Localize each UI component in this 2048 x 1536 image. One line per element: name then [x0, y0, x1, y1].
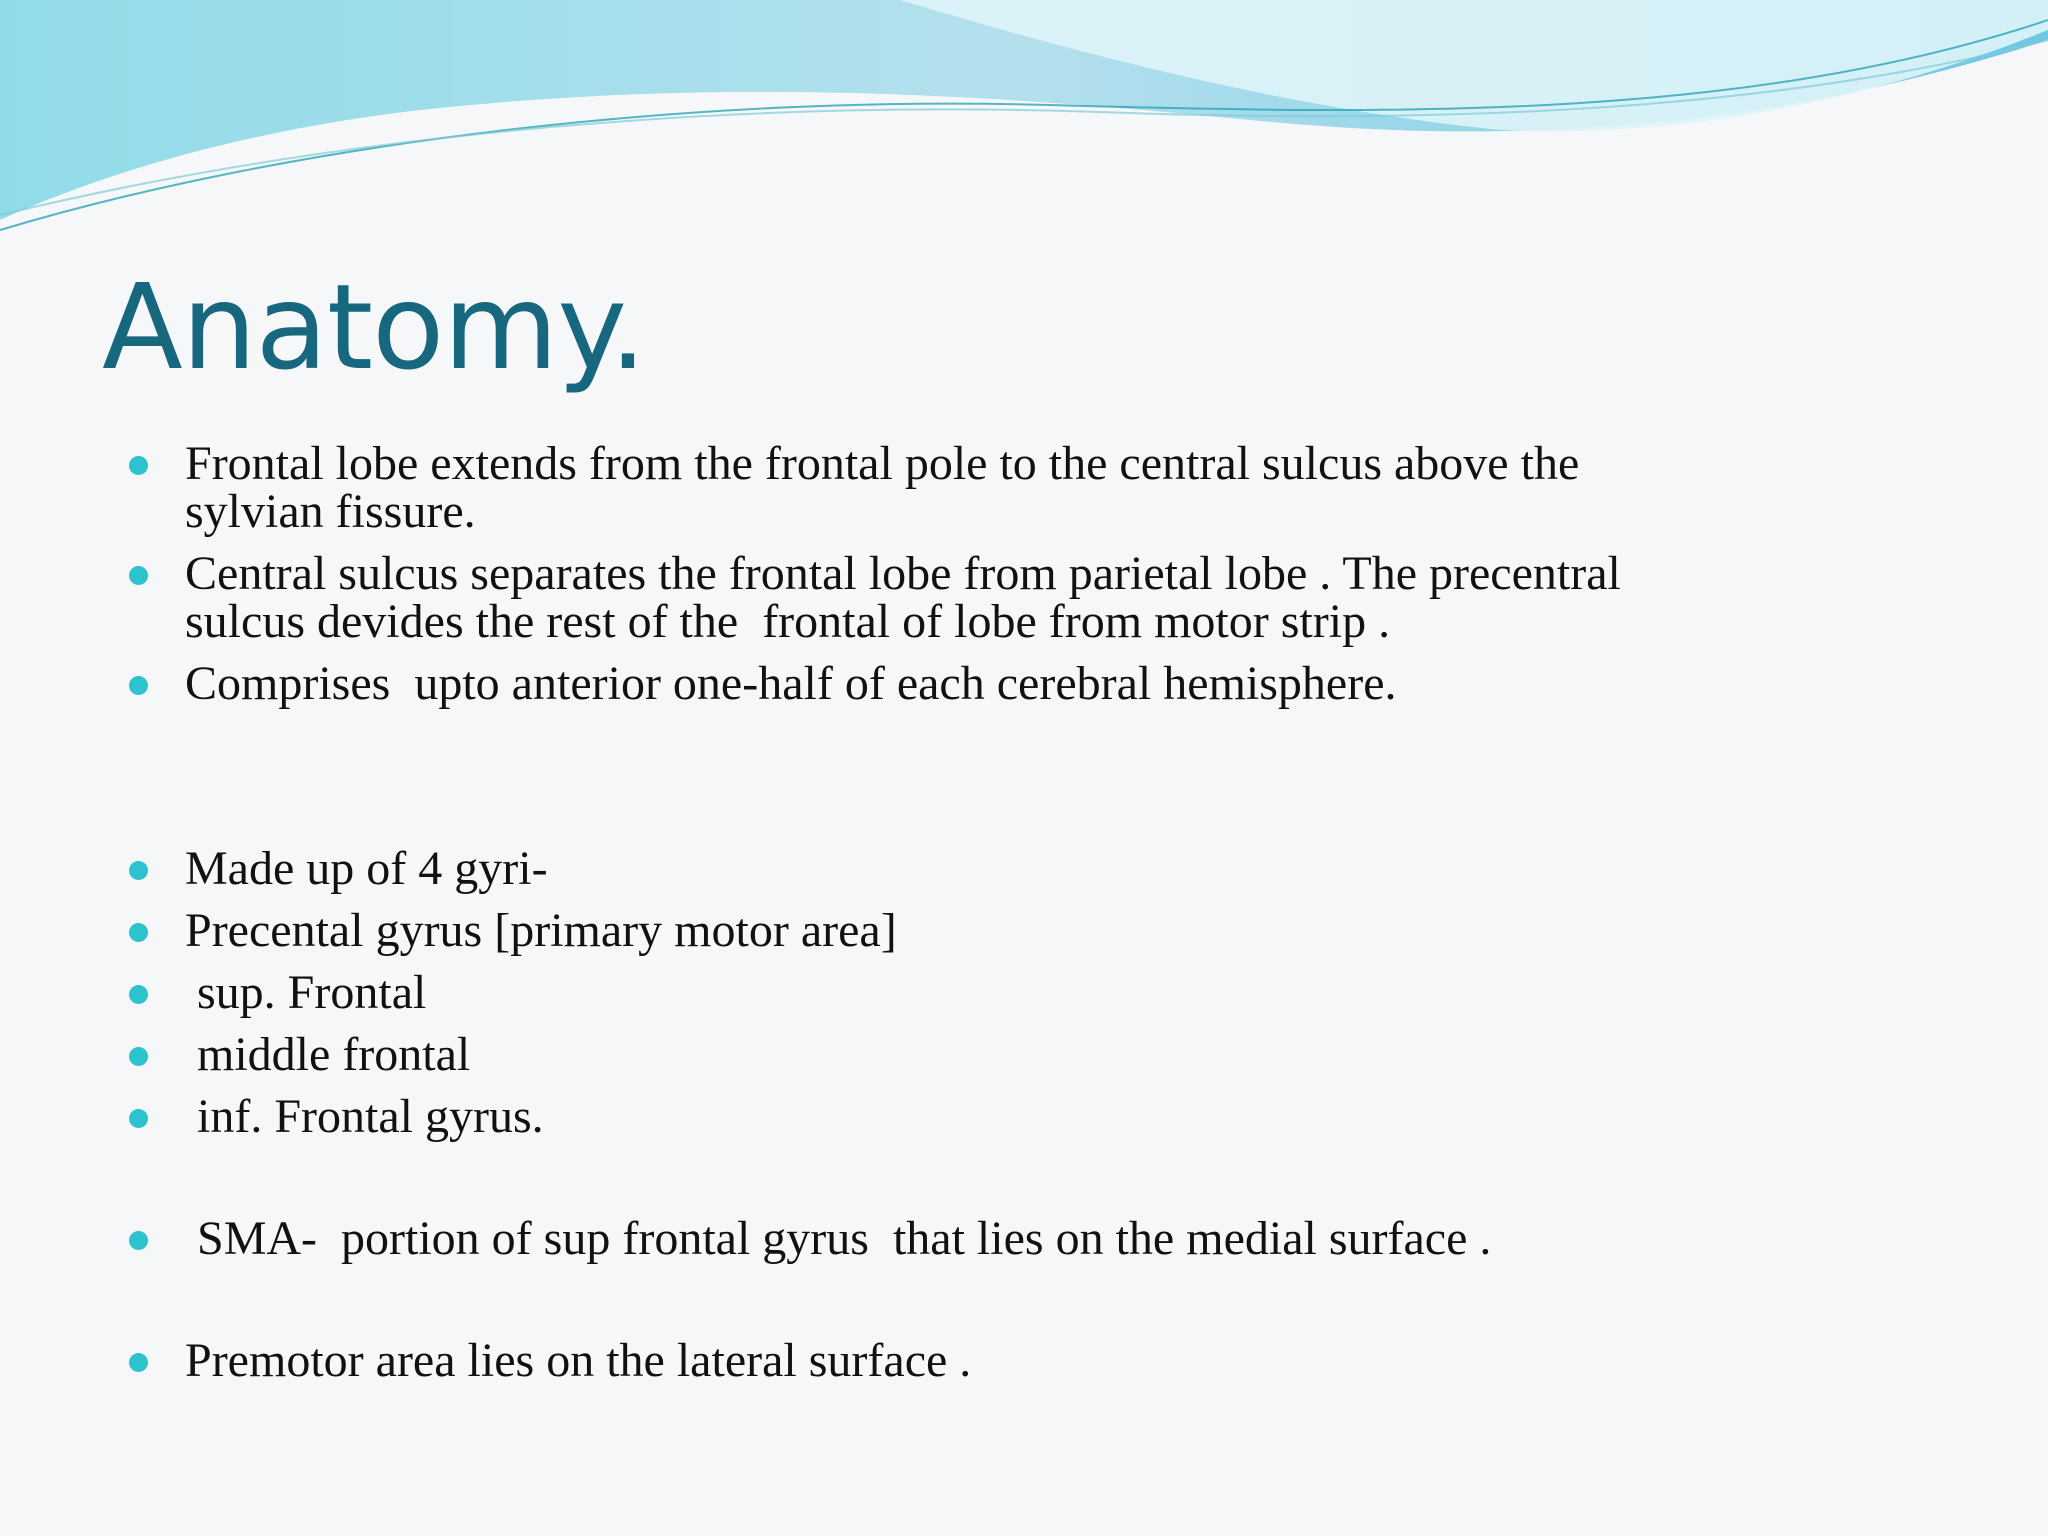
bullet-text: middle frontal: [185, 1028, 471, 1081]
bullet-text: sup. Frontal: [185, 966, 427, 1019]
bullet-icon: [129, 566, 148, 585]
bullet-item: [185, 904, 1975, 957]
bullet-item: [185, 842, 1975, 895]
bullet-icon: [129, 676, 148, 695]
bullet-item: [185, 1212, 1975, 1265]
bullet-icon: [129, 1109, 148, 1128]
bullet-item: [185, 1028, 1975, 1081]
bullet-icon: [129, 985, 148, 1004]
bullet-text: Frontal lobe extends from the frontal pole to the central sulcus above the: [185, 437, 1580, 490]
bullet-icon: [129, 861, 148, 880]
bullet-item: [185, 437, 1975, 538]
bullet-item: [185, 1334, 1975, 1387]
bullet-item: [185, 657, 1975, 710]
bullet-item: [185, 1090, 1975, 1143]
bullet-text: inf. Frontal gyrus.: [185, 1090, 544, 1143]
bullet-text: Made up of 4 gyri-: [185, 842, 548, 895]
bullet-icon: [129, 1353, 148, 1372]
slide-title: Anatomy.: [102, 258, 646, 396]
bullet-text-continuation: sylvian fissure.: [185, 485, 476, 538]
bullet-text: Precental gyrus [primary motor area]: [185, 904, 897, 957]
bullet-icon: [129, 456, 148, 475]
bullet-text: SMA- portion of sup frontal gyrus that lies on the medial surface .: [185, 1212, 1492, 1265]
bullet-text: Comprises upto anterior one-half of each cerebral hemisphere.: [185, 657, 1397, 710]
bullet-item: [185, 547, 1975, 648]
bullet-text: Premotor area lies on the lateral surface .: [185, 1334, 972, 1387]
bullet-text: Central sulcus separates the frontal lobe from parietal lobe . The precentral: [185, 547, 1621, 600]
bullet-icon: [129, 1047, 148, 1066]
bullet-item: [185, 966, 1975, 1019]
bullet-text-continuation: sulcus devides the rest of the frontal of lobe from motor strip .: [185, 595, 1391, 648]
bullet-icon: [129, 1231, 148, 1250]
bullet-icon: [129, 923, 148, 942]
